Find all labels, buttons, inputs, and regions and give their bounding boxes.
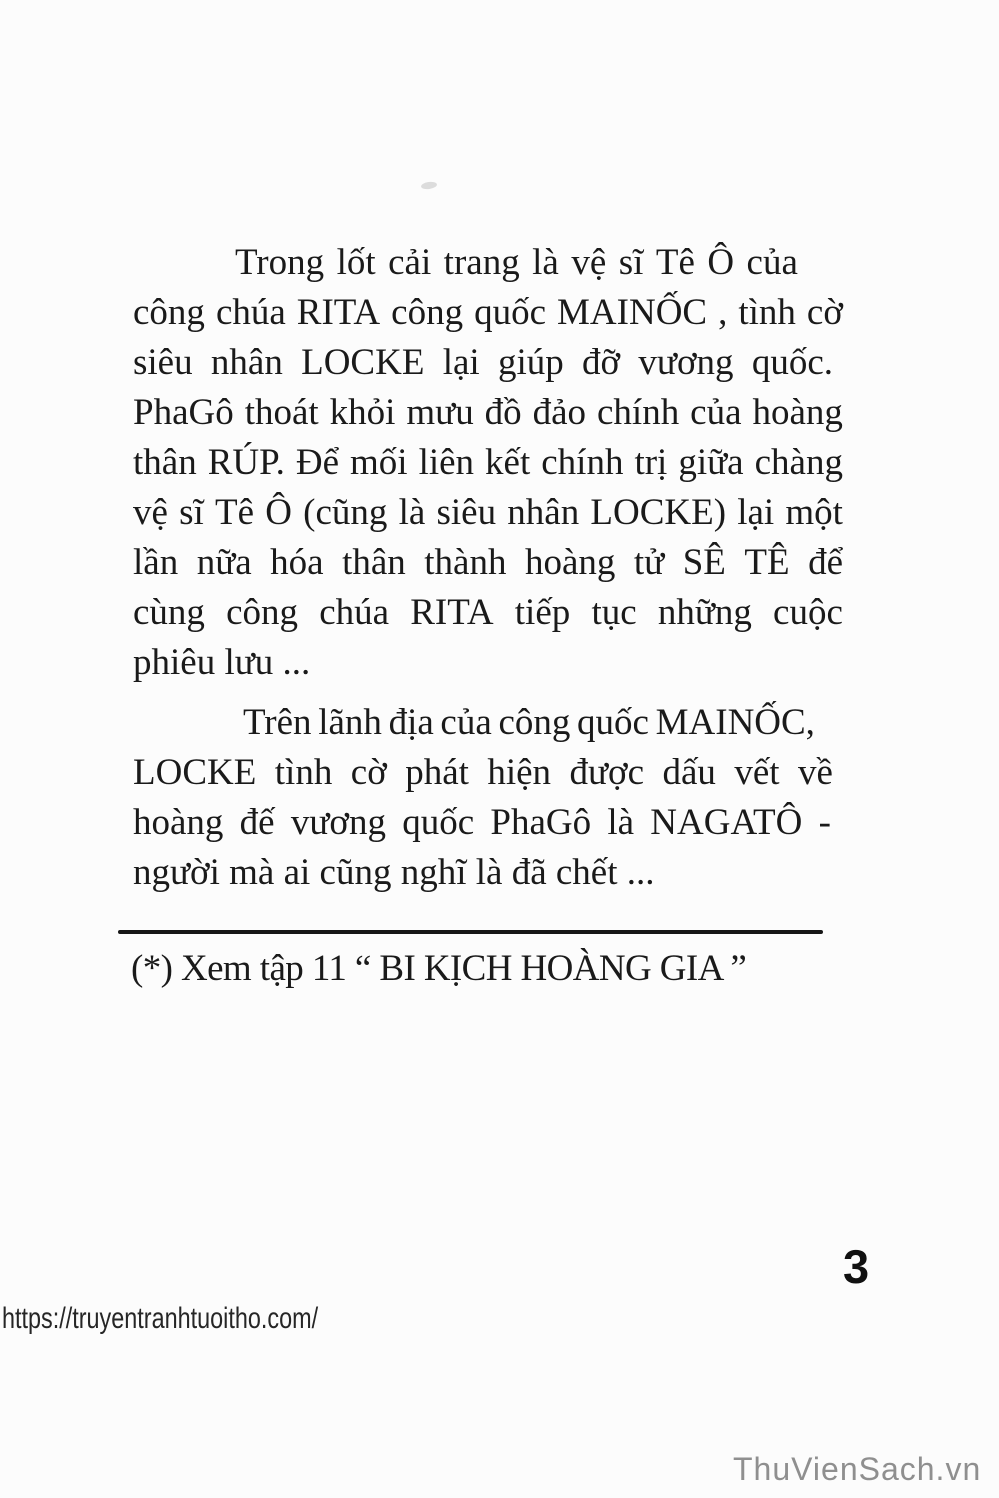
word: công xyxy=(226,592,299,633)
word: nhân xyxy=(210,342,283,383)
word: cờ xyxy=(806,292,843,333)
word: siêu xyxy=(436,492,497,533)
text-line xyxy=(133,238,843,288)
story-text xyxy=(133,238,843,898)
word: Ô xyxy=(265,492,292,533)
footnote: (*) Xem tập 11 “ BI KỊCH HOÀNG GIA ” xyxy=(131,948,747,989)
text-line xyxy=(133,288,843,338)
word: chúa xyxy=(319,592,390,633)
word: giúp xyxy=(497,342,564,383)
text-line xyxy=(133,488,843,538)
word: chính xyxy=(597,392,680,433)
word: nữa xyxy=(196,542,252,583)
word: sĩ xyxy=(179,492,204,533)
word: của xyxy=(440,702,492,743)
word: SÊ xyxy=(682,542,726,583)
word: hoàng xyxy=(524,542,616,583)
watermark: ThuVienSach.vn xyxy=(733,1451,982,1487)
text-line xyxy=(133,698,843,748)
word: hoàng xyxy=(133,802,224,843)
text-line: phiêu lưu ... xyxy=(133,642,311,683)
word: Trên xyxy=(243,702,312,743)
word: - xyxy=(818,802,831,843)
word: hóa xyxy=(270,542,324,583)
word: giữa xyxy=(678,442,744,483)
word: hoàng xyxy=(752,392,843,433)
word: là xyxy=(398,492,426,533)
word: RITA xyxy=(410,592,494,633)
word: NAGATÔ xyxy=(650,802,803,843)
word: dấu xyxy=(662,752,716,793)
word: lốt xyxy=(336,242,376,283)
word: chính xyxy=(541,442,624,483)
word: MAINỐC xyxy=(557,292,708,333)
word: những xyxy=(657,592,752,633)
word: trang xyxy=(443,242,520,283)
text-line xyxy=(133,588,843,638)
paragraph xyxy=(133,238,843,688)
word: để xyxy=(808,542,843,583)
word: MAINỐC, xyxy=(655,702,815,743)
scan-smudge xyxy=(421,181,438,190)
word: công xyxy=(391,292,464,333)
word: đảo xyxy=(532,392,587,433)
word: Để xyxy=(295,442,339,483)
word: vương xyxy=(290,802,386,843)
word: lại xyxy=(442,342,480,383)
word: thoát xyxy=(244,392,319,433)
word: vệ xyxy=(571,242,607,283)
word: khỏi xyxy=(329,392,396,433)
word: cuộc xyxy=(773,592,843,633)
word: tình xyxy=(274,752,333,793)
word: thân xyxy=(133,442,197,483)
word: liên xyxy=(418,442,475,483)
word: lần xyxy=(133,542,179,583)
word: LOCKE xyxy=(133,752,257,793)
word: Tê xyxy=(215,492,255,533)
word: TÊ xyxy=(744,542,790,583)
word: quốc xyxy=(474,292,547,333)
word: chúa xyxy=(215,292,286,333)
text-line xyxy=(133,748,843,798)
word: lại xyxy=(737,492,775,533)
word: được xyxy=(569,752,645,793)
text-line xyxy=(133,538,843,588)
word: Ô xyxy=(707,242,735,283)
word: của xyxy=(690,392,742,433)
word: sĩ xyxy=(618,242,644,283)
text-line: người mà ai cũng nghĩ là đã chết ... xyxy=(133,852,655,893)
word: là xyxy=(607,802,635,843)
word: tử xyxy=(633,542,665,583)
word: PhaGô xyxy=(490,802,592,843)
word: về xyxy=(797,752,833,793)
footnote-divider xyxy=(118,930,823,934)
word: vương xyxy=(638,342,734,383)
word: quốc xyxy=(402,802,475,843)
word: thân xyxy=(342,542,406,583)
word: RITA xyxy=(296,292,381,333)
page-number: 3 xyxy=(843,1240,870,1293)
word: LOCKE) xyxy=(590,492,727,533)
word: RÚP. xyxy=(207,442,285,483)
word: trị xyxy=(634,442,668,483)
word: vết xyxy=(734,752,780,793)
word: địa xyxy=(388,702,434,743)
word: siêu xyxy=(133,342,193,383)
word: tục xyxy=(591,592,637,633)
word: Trong xyxy=(235,242,325,283)
word: công xyxy=(133,292,205,333)
word: (cũng xyxy=(303,492,388,533)
word: kết xyxy=(485,442,531,483)
word: mưu xyxy=(406,392,474,433)
text-line xyxy=(133,438,843,488)
word: của xyxy=(746,242,798,283)
text-line xyxy=(133,388,843,438)
word: đồ xyxy=(484,392,522,433)
word: thành xyxy=(424,542,507,583)
word: vệ xyxy=(133,492,168,533)
word: một xyxy=(785,492,843,533)
word: là xyxy=(532,242,559,283)
word: chàng xyxy=(754,442,843,483)
word: đế xyxy=(239,802,275,843)
word: tiếp xyxy=(514,592,571,633)
word: công xyxy=(498,702,571,743)
word: cờ xyxy=(350,752,387,793)
word: PhaGô xyxy=(133,392,234,433)
word: , xyxy=(718,292,728,333)
word: lãnh xyxy=(318,702,382,743)
source-url: https://truyentranhtuoitho.com/ xyxy=(2,1302,319,1335)
word: phát xyxy=(405,752,469,793)
text-line xyxy=(133,338,843,388)
paragraph xyxy=(133,698,843,898)
word: cùng xyxy=(133,592,205,633)
word: quốc. xyxy=(751,342,833,383)
word: hiện xyxy=(487,752,552,793)
word: đỡ xyxy=(582,342,621,383)
word: mối xyxy=(350,442,408,483)
word: nhân xyxy=(507,492,580,533)
word: quốc xyxy=(577,702,649,743)
word: tình xyxy=(738,292,796,333)
word: cải xyxy=(388,242,432,283)
text-line xyxy=(133,798,843,848)
word: Tê xyxy=(655,242,695,283)
word: LOCKE xyxy=(301,342,425,383)
